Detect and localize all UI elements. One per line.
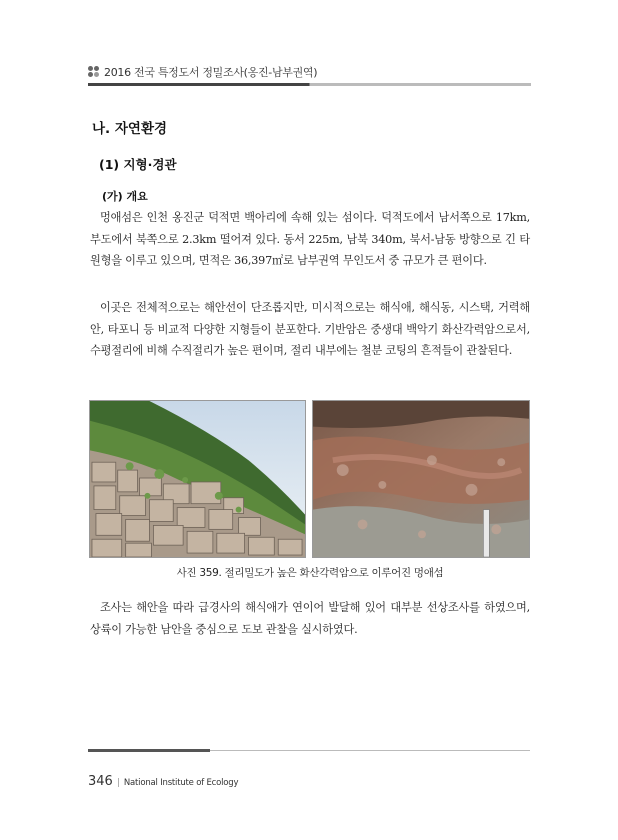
photo-caption: 사진 359. 절리밀도가 높은 화산각력암으로 이루어진 멍애섬 bbox=[176, 567, 444, 579]
footer-rule-light bbox=[210, 750, 530, 751]
subsub-section-title: (가) 개요 bbox=[102, 190, 148, 203]
paragraph-geology bbox=[90, 297, 530, 362]
header-rule bbox=[88, 83, 531, 86]
paragraph-survey-method bbox=[90, 597, 530, 640]
paragraph-overview bbox=[90, 207, 530, 272]
cliff-image bbox=[90, 401, 305, 557]
paragraph-text: 멍애섬은 인천 옹진군 덕적면 백아리에 속해 있는 섬이다. 덕적도에서 남서쪽으로 17km, 부도에서 북쪽으로 2.3km 떨어져 있다. 동서 225m, 남북 340m, 북서-남동 방향으로 긴 타원형을 이루고 있으며, 면적은 36,397㎡로 남부권역 무인도서 중 규모가 큰 편이다. bbox=[90, 211, 530, 268]
footer-separator: | bbox=[116, 778, 120, 788]
header-bullet-icon bbox=[88, 66, 100, 78]
photo-volcanic-breccia bbox=[312, 400, 530, 558]
breccia-image bbox=[313, 401, 529, 557]
page-footer bbox=[88, 770, 238, 789]
section-title: 나. 자연환경 bbox=[92, 121, 168, 137]
paragraph-text: 조사는 해안을 따라 급경사의 해식애가 연이어 발달해 있어 대부분 선상조사를 하였으며, 상륙이 가능한 남안을 중심으로 도보 관찰을 실시하였다. bbox=[90, 601, 530, 636]
sub-section-title: (1) 지형·경관 bbox=[99, 157, 177, 172]
footer-organization: National Institute of Ecology bbox=[123, 778, 239, 788]
footer-rule bbox=[88, 749, 210, 752]
page-number: 346 bbox=[88, 774, 113, 789]
photo-coastal-cliff bbox=[89, 400, 306, 558]
header-title: 2016 전국 특정도서 정밀조사(옹진-남부권역) bbox=[104, 66, 318, 79]
paragraph-text: 이곳은 전체적으로는 해안선이 단조롭지만, 미시적으로는 해식애, 해식동, 시스택, 거력해안, 타포니 등 비교적 다양한 지형들이 분포한다. 기반암은 중생대 백악기 화산각력암으로서, 수평절리에 비해 수직절리가 높은 편이며, 절리 내부에는 철분 코팅의 흔적들이 관찰된다. bbox=[90, 301, 530, 358]
